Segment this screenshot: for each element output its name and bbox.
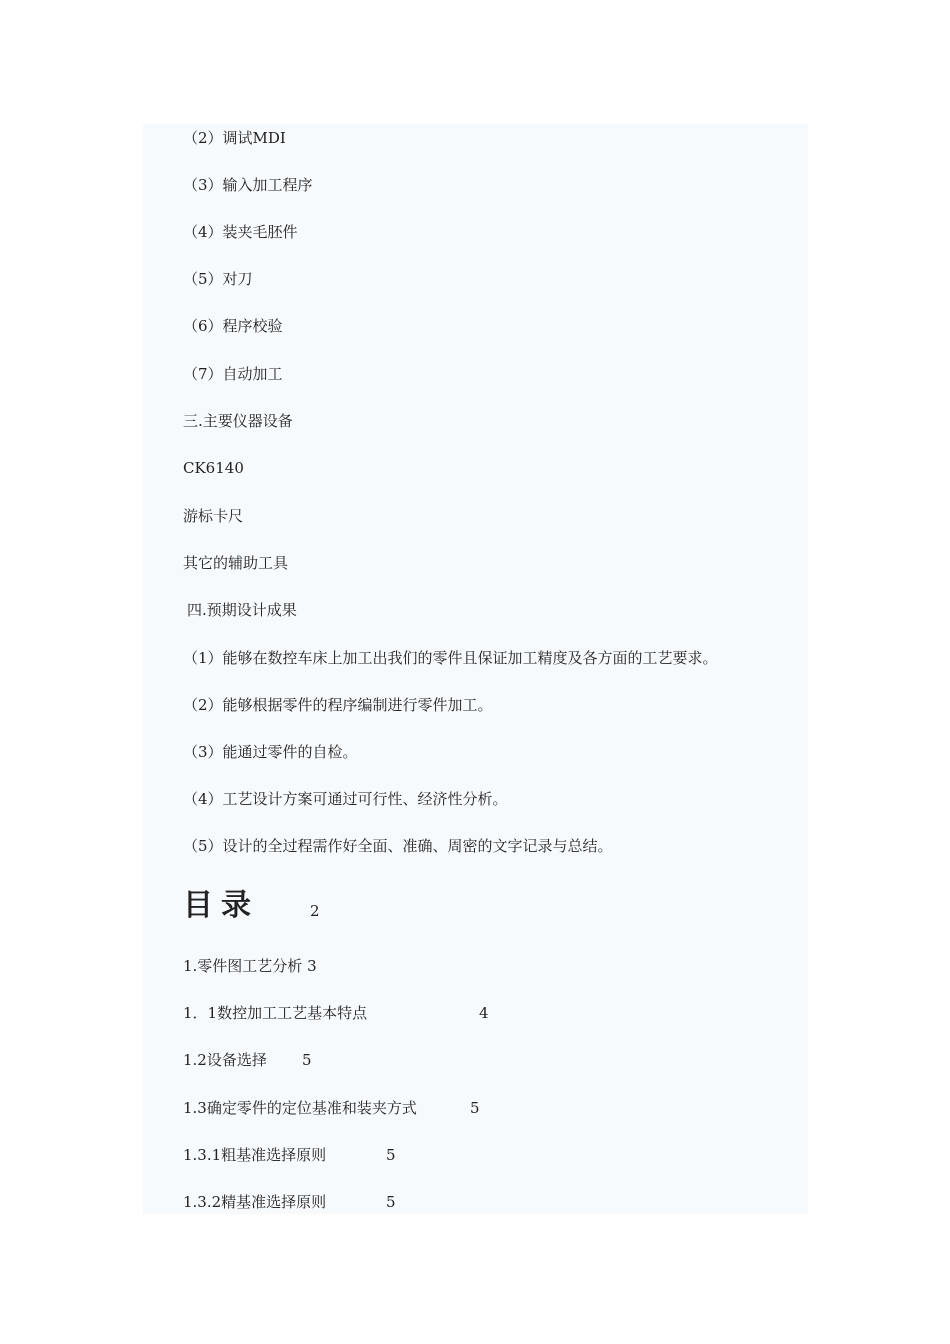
equipment-heading: 三.主要仪器设备 [183, 412, 293, 430]
result-item: （1）能够在数控车床上加工出我们的零件且保证加工精度及各方面的工艺要求。 [183, 649, 718, 667]
toc-title-page-number: 2 [310, 902, 320, 920]
equipment-item: CK6140 [183, 459, 244, 477]
toc-entry: 1．1数控加工工艺基本特点 [183, 1004, 368, 1022]
equipment-item: 游标卡尺 [183, 507, 244, 525]
result-item: （5）设计的全过程需作好全面、准确、周密的文字记录与总结。 [183, 837, 613, 855]
toc-entry: 1.3.1粗基准选择原则 [183, 1146, 327, 1164]
toc-title: 目录 [183, 888, 259, 923]
toc-entry: 1.零件图工艺分析 3 [183, 957, 317, 975]
toc-entry: 1.3.2精基准选择原则 [183, 1193, 327, 1211]
procedure-step: （4）装夹毛胚件 [183, 223, 298, 241]
equipment-item: 其它的辅助工具 [183, 554, 289, 572]
result-item: （4）工艺设计方案可通过可行性、经济性分析。 [183, 790, 508, 808]
toc-entry: 1.2设备选择 [183, 1051, 267, 1069]
toc-entry: 1.3确定零件的定位基准和装夹方式 [183, 1099, 417, 1117]
toc-entry-page: 5 [386, 1146, 396, 1164]
procedure-step: （6）程序校验 [183, 317, 283, 335]
results-heading: 四.预期设计成果 [187, 601, 297, 619]
procedure-step: （2）调试MDI [183, 129, 286, 147]
toc-entry-page: 5 [470, 1099, 480, 1117]
toc-entry-page: 5 [302, 1051, 312, 1069]
procedure-step: （7）自动加工 [183, 365, 283, 383]
result-item: （3）能通过零件的自检。 [183, 743, 358, 761]
procedure-step: （5）对刀 [183, 270, 253, 288]
result-item: （2）能够根据零件的程序编制进行零件加工。 [183, 696, 493, 714]
procedure-step: （3）输入加工程序 [183, 176, 313, 194]
toc-entry-page: 5 [386, 1193, 396, 1211]
toc-entry-page: 4 [479, 1004, 489, 1022]
